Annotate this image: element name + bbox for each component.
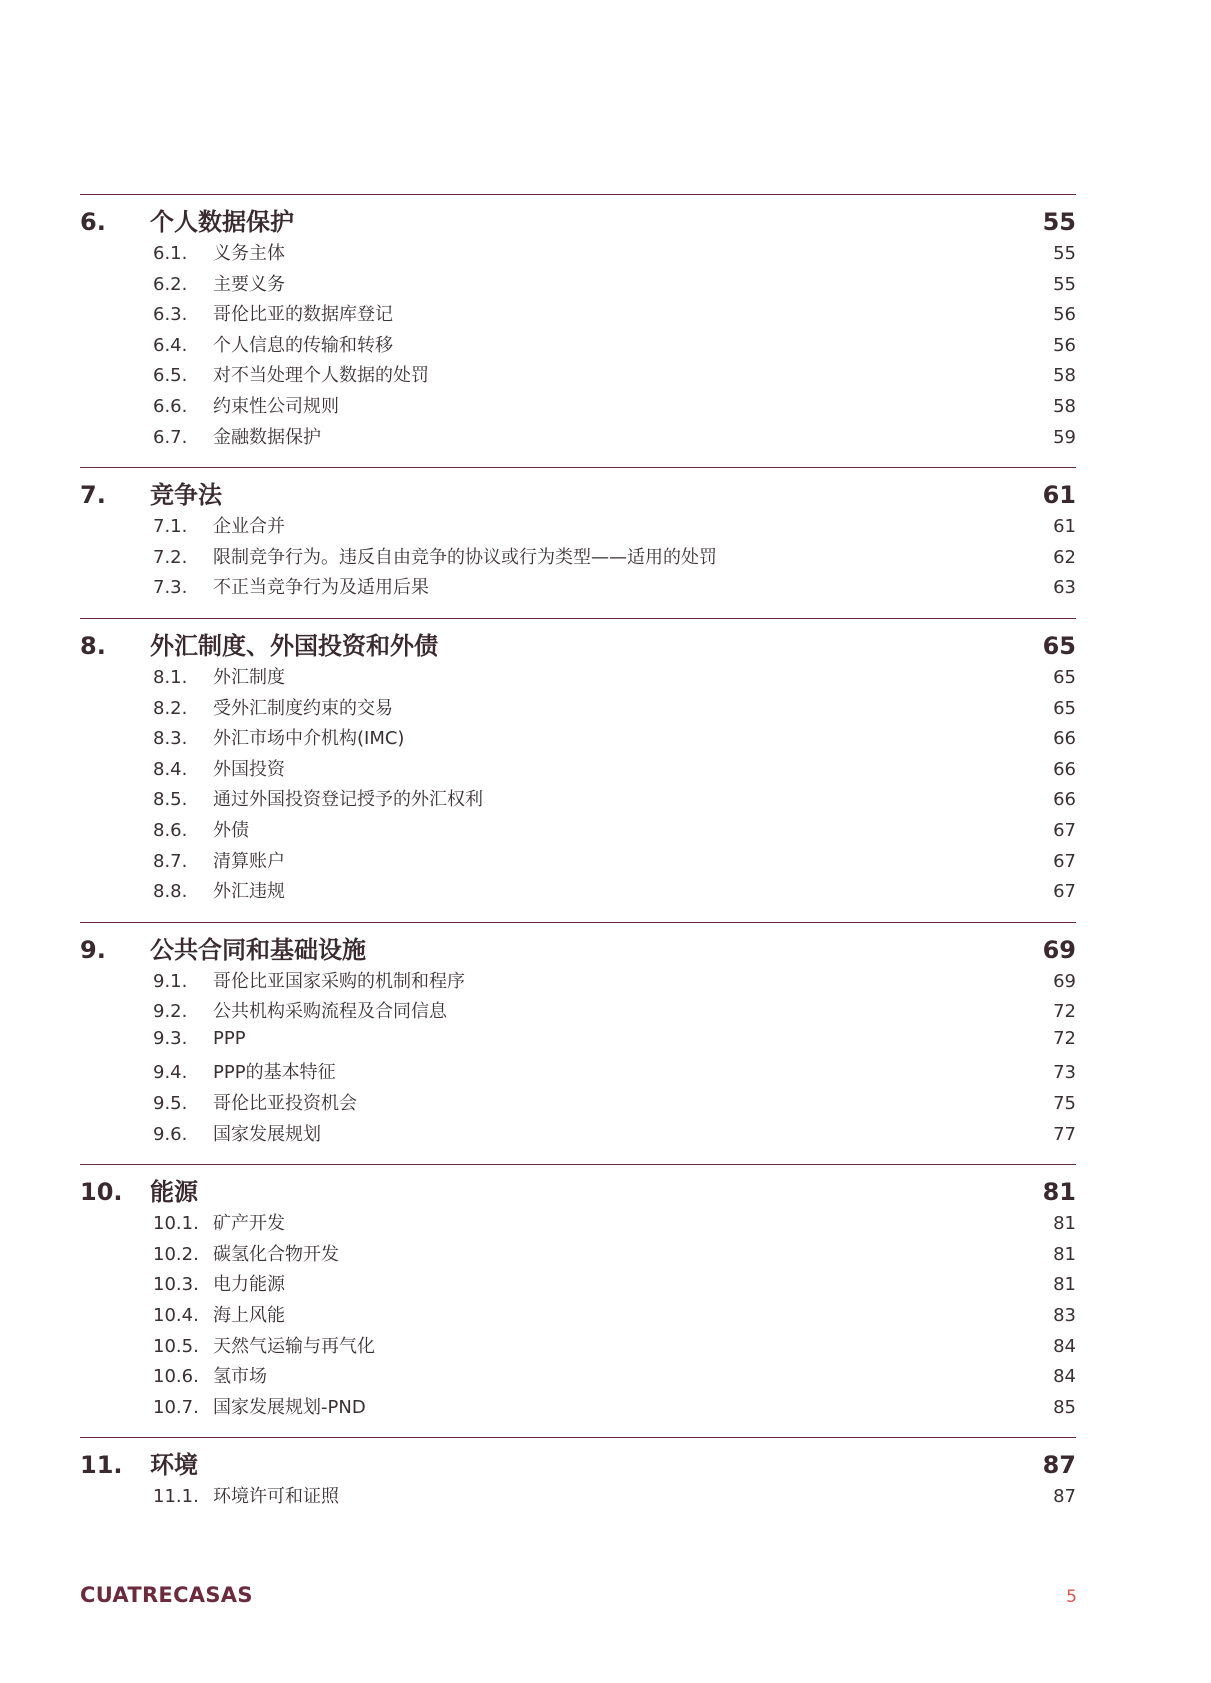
- entry-number: 8.3.: [153, 728, 188, 750]
- entry-number: 8.1.: [153, 666, 188, 688]
- entry-page-number: 59: [1053, 426, 1076, 448]
- toc-entry[interactable]: [80, 785, 1076, 816]
- entry-title: 外汇违规: [213, 881, 285, 903]
- entry-number: 6.5.: [153, 365, 188, 387]
- entry-page-number: 83: [1053, 1305, 1076, 1327]
- entry-page-number: 67: [1053, 819, 1076, 841]
- entry-title: 国家发展规划: [213, 1123, 321, 1145]
- entry-page-number: 67: [1053, 850, 1076, 872]
- entry-title: 哥伦比亚投资机会: [213, 1093, 357, 1115]
- section-page-number: 69: [1042, 935, 1076, 964]
- section-page-number: 55: [1042, 208, 1076, 236]
- entry-number: 10.5.: [153, 1335, 199, 1357]
- entry-number: 7.2.: [153, 546, 188, 568]
- toc-entry[interactable]: [80, 1028, 1076, 1059]
- toc-entry[interactable]: [80, 300, 1076, 331]
- section-number: 8.: [80, 631, 106, 660]
- entry-page-number: 55: [1053, 243, 1076, 264]
- section-number: 9.: [80, 935, 106, 964]
- toc-entry[interactable]: [80, 967, 1076, 998]
- entry-title: 主要义务: [213, 273, 285, 295]
- entry-number: 9.3.: [153, 1027, 188, 1049]
- entry-page-number: 81: [1053, 1213, 1076, 1235]
- entry-page-number: 66: [1053, 758, 1076, 780]
- toc-entry[interactable]: [80, 1362, 1076, 1393]
- entry-number: 8.8.: [153, 881, 188, 903]
- toc-entry[interactable]: [80, 512, 1076, 543]
- entry-title: 约束性公司规则: [213, 395, 339, 417]
- toc-section: [80, 1437, 1076, 1527]
- entry-page-number: 81: [1053, 1243, 1076, 1265]
- entry-number: 10.4.: [153, 1305, 199, 1327]
- toc-entry[interactable]: [80, 361, 1076, 392]
- toc-section: [80, 618, 1076, 922]
- entry-number: 9.5.: [153, 1093, 188, 1115]
- entry-number: 9.4.: [153, 1062, 188, 1084]
- toc-entry[interactable]: [80, 1058, 1076, 1089]
- entry-number: 7.3.: [153, 577, 188, 599]
- toc-entry[interactable]: [80, 543, 1076, 574]
- entry-page-number: 67: [1053, 881, 1076, 903]
- toc-section-heading[interactable]: [80, 626, 1076, 663]
- entry-number: 8.7.: [153, 850, 188, 872]
- entry-number: 10.7.: [153, 1396, 199, 1418]
- entry-number: 8.2.: [153, 697, 188, 719]
- section-title: 外汇制度、外国投资和外债: [150, 631, 438, 660]
- entry-number: 8.5.: [153, 789, 188, 811]
- entry-page-number: 87: [1053, 1486, 1076, 1508]
- entry-title: 碳氢化合物开发: [213, 1243, 339, 1265]
- entry-number: 7.1.: [153, 516, 188, 538]
- entry-number: 10.1.: [153, 1213, 199, 1235]
- entry-page-number: 63: [1053, 577, 1076, 599]
- section-number: 10.: [80, 1178, 123, 1207]
- entry-title: 限制竞争行为。违反自由竞争的协议或行为类型——适用的处罚: [213, 546, 717, 568]
- entry-page-number: 66: [1053, 789, 1076, 811]
- entry-page-number: 81: [1053, 1274, 1076, 1296]
- entry-page-number: 58: [1053, 395, 1076, 417]
- section-number: 6.: [80, 208, 106, 236]
- entry-page-number: 72: [1053, 1027, 1076, 1049]
- entry-number: 10.2.: [153, 1243, 199, 1265]
- table-of-contents: [80, 194, 1076, 1527]
- toc-section-heading[interactable]: [80, 202, 1076, 239]
- section-title: 公共合同和基础设施: [150, 935, 366, 964]
- toc-entry[interactable]: [80, 816, 1076, 847]
- toc-section: [80, 1164, 1076, 1437]
- entry-page-number: 72: [1053, 1001, 1076, 1023]
- entry-title: 公共机构采购流程及合同信息: [213, 1001, 447, 1023]
- entry-number: 9.1.: [153, 970, 188, 992]
- toc-entry[interactable]: [80, 270, 1076, 301]
- entry-page-number: 85: [1053, 1396, 1076, 1418]
- entry-number: 6.7.: [153, 426, 188, 448]
- toc-entry[interactable]: [80, 1240, 1076, 1271]
- entry-title: 清算账户: [213, 850, 285, 872]
- toc-section-heading[interactable]: [80, 1445, 1076, 1482]
- entry-page-number: 84: [1053, 1335, 1076, 1357]
- toc-entry[interactable]: [80, 1270, 1076, 1301]
- section-number: 11.: [80, 1451, 123, 1480]
- toc-section: [80, 194, 1076, 467]
- entry-number: 6.1.: [153, 243, 188, 264]
- entry-title: 对不当处理个人数据的处罚: [213, 365, 429, 387]
- toc-section-heading[interactable]: [80, 475, 1076, 512]
- entry-title: 哥伦比亚国家采购的机制和程序: [213, 970, 465, 992]
- entry-page-number: 77: [1053, 1123, 1076, 1145]
- entry-page-number: 55: [1053, 273, 1076, 295]
- entry-number: 6.6.: [153, 395, 188, 417]
- toc-entry[interactable]: [80, 1089, 1076, 1120]
- section-page-number: 87: [1042, 1451, 1076, 1480]
- entry-number: 10.3.: [153, 1274, 199, 1296]
- entry-title: 氢市场: [213, 1366, 267, 1388]
- entry-number: 9.2.: [153, 1001, 188, 1023]
- section-number: 7.: [80, 481, 106, 510]
- entry-page-number: 84: [1053, 1366, 1076, 1388]
- footer-page-number: 5: [1066, 1587, 1077, 1607]
- entry-number: 8.6.: [153, 819, 188, 841]
- toc-entry[interactable]: [80, 1120, 1076, 1151]
- entry-title: 企业合并: [213, 516, 285, 538]
- toc-entry[interactable]: [80, 663, 1076, 694]
- entry-page-number: 69: [1053, 970, 1076, 992]
- entry-page-number: 75: [1053, 1093, 1076, 1115]
- entry-page-number: 62: [1053, 546, 1076, 568]
- toc-entry[interactable]: [80, 423, 1076, 454]
- entry-page-number: 56: [1053, 334, 1076, 356]
- entry-page-number: 73: [1053, 1062, 1076, 1084]
- entry-title: 环境许可和证照: [213, 1486, 339, 1508]
- entry-title: 天然气运输与再气化: [213, 1335, 375, 1357]
- section-title: 竞争法: [150, 481, 222, 510]
- entry-number: 6.4.: [153, 334, 188, 356]
- entry-title: PPP: [213, 1027, 246, 1049]
- entry-number: 11.1.: [153, 1486, 199, 1508]
- section-title: 能源: [150, 1178, 198, 1207]
- entry-title: 义务主体: [213, 243, 285, 264]
- toc-entry[interactable]: [80, 1482, 1076, 1513]
- entry-title: 海上风能: [213, 1305, 285, 1327]
- toc-entry[interactable]: [80, 694, 1076, 725]
- entry-page-number: 66: [1053, 728, 1076, 750]
- toc-section: [80, 922, 1076, 1165]
- toc-entry[interactable]: [80, 997, 1076, 1028]
- entry-title: 哥伦比亚的数据库登记: [213, 304, 393, 326]
- entry-title: 外汇市场中介机构(IMC): [213, 728, 405, 750]
- toc-section: [80, 467, 1076, 618]
- entry-number: 8.4.: [153, 758, 188, 780]
- toc-entry[interactable]: [80, 1209, 1076, 1240]
- entry-page-number: 58: [1053, 365, 1076, 387]
- entry-title: 金融数据保护: [213, 426, 321, 448]
- footer-brand-logo: CUATRECASAS: [80, 1583, 253, 1607]
- entry-title: 个人信息的传输和转移: [213, 334, 393, 356]
- entry-title: 外汇制度: [213, 666, 285, 688]
- entry-title: 矿产开发: [213, 1213, 285, 1235]
- entry-title: PPP的基本特征: [213, 1062, 336, 1084]
- toc-entry[interactable]: [80, 573, 1076, 604]
- entry-title: 电力能源: [213, 1274, 285, 1296]
- section-page-number: 61: [1042, 481, 1076, 510]
- entry-title: 通过外国投资登记授予的外汇权利: [213, 789, 483, 811]
- toc-entry[interactable]: [80, 392, 1076, 423]
- entry-page-number: 65: [1053, 697, 1076, 719]
- entry-number: 6.3.: [153, 304, 188, 326]
- entry-title: 外债: [213, 819, 249, 841]
- toc-entry[interactable]: [80, 755, 1076, 786]
- entry-number: 10.6.: [153, 1366, 199, 1388]
- toc-entry[interactable]: [80, 1393, 1076, 1424]
- toc-entry[interactable]: [80, 847, 1076, 878]
- toc-entry[interactable]: [80, 1301, 1076, 1332]
- toc-entry[interactable]: [80, 239, 1076, 270]
- entry-title: 受外汇制度约束的交易: [213, 697, 393, 719]
- entry-page-number: 56: [1053, 304, 1076, 326]
- entry-page-number: 61: [1053, 516, 1076, 538]
- toc-entry[interactable]: [80, 1332, 1076, 1363]
- toc-entry[interactable]: [80, 724, 1076, 755]
- entry-title: 国家发展规划-PND: [213, 1396, 366, 1418]
- section-page-number: 65: [1042, 631, 1076, 660]
- section-title: 环境: [150, 1451, 198, 1480]
- entry-page-number: 65: [1053, 666, 1076, 688]
- entry-title: 外国投资: [213, 758, 285, 780]
- toc-entry[interactable]: [80, 331, 1076, 362]
- section-title: 个人数据保护: [150, 208, 294, 236]
- entry-number: 9.6.: [153, 1123, 188, 1145]
- entry-title: 不正当竞争行为及适用后果: [213, 577, 429, 599]
- entry-number: 6.2.: [153, 273, 188, 295]
- section-page-number: 81: [1042, 1178, 1076, 1207]
- toc-section-heading[interactable]: [80, 1172, 1076, 1209]
- toc-entry[interactable]: [80, 877, 1076, 908]
- toc-section-heading[interactable]: [80, 930, 1076, 967]
